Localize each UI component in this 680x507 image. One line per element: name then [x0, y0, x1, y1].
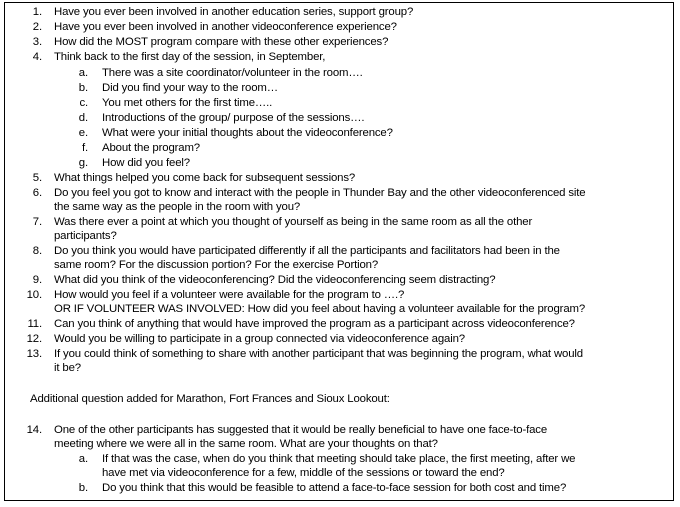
question-text-continued: same room? For the discussion portion? For the exercise Portion? — [54, 259, 379, 271]
question-number: 9. — [32, 274, 42, 286]
sub-question-text: Did you find your way to the room… — [102, 82, 278, 94]
question-number: 1. — [32, 6, 42, 18]
sub-question-text: About the program? — [102, 142, 200, 154]
question-text: What things helped you come back for subsequent sessions? — [54, 172, 356, 184]
question-number: 11. — [27, 318, 42, 330]
question-text: Think back to the first day of the session, in September, — [54, 51, 326, 63]
question-text-continued: OR IF VOLUNTEER WAS INVOLVED: How did you feel about having a volunteer available for the program? — [54, 303, 586, 315]
question-number: 10. — [26, 289, 42, 301]
sub-question-text: There was a site coordinator/volunteer in the room…. — [102, 67, 363, 79]
sub-question-text: If that was the case, when do you think that meeting should take place, the first meeting, after we — [102, 453, 576, 465]
question-number: 4. — [32, 51, 42, 63]
question-text-continued: participants? — [54, 230, 117, 242]
question-text: Have you ever been involved in another videoconference experience? — [54, 21, 397, 33]
sub-letter: c. — [79, 97, 88, 109]
sub-letter: a. — [78, 67, 88, 79]
question-number: 13. — [26, 348, 42, 360]
question-text: How did the MOST program compare with these other experiences? — [54, 36, 389, 48]
question-number: 7. — [32, 216, 42, 228]
question-text: Can you think of anything that would have improved the program as a participant across videoconference? — [54, 318, 575, 330]
sub-letter: e. — [78, 127, 88, 139]
sub-question-text: You met others for the first time….. — [102, 97, 273, 109]
question-number: 5. — [32, 172, 42, 184]
question-number: 6. — [32, 187, 42, 199]
question-number: 12. — [26, 333, 42, 345]
question-number: 8. — [32, 245, 42, 257]
sub-letter: b. — [78, 482, 88, 494]
question-text: Do you think you would have participated differently if all the participants and facilitators had been in the — [54, 245, 560, 257]
question-text: Was there ever a point at which you thought of yourself as being in the same room as all the other — [54, 216, 533, 228]
question-text: Would you be willing to participate in a group connected via videoconference again? — [54, 333, 465, 345]
question-text: Do you feel you got to know and interact with the people in Thunder Bay and the other videoconferenced site — [54, 187, 586, 199]
sub-question-text: What were your initial thoughts about the videoconference? — [102, 127, 393, 139]
sub-letter: b. — [78, 82, 88, 94]
sub-letter: d. — [78, 112, 88, 124]
sub-question-text: Introductions of the group/ purpose of the sessions…. — [102, 112, 365, 124]
sub-letter: g. — [78, 157, 88, 169]
sub-letter: f. — [81, 142, 88, 154]
question-text: How would you feel if a volunteer were available for the program to ….? — [54, 289, 405, 301]
question-text: What did you think of the videoconferencing? Did the videoconferencing seem distracting? — [54, 274, 496, 286]
sub-question-text-continued: have met via videoconference for a few, middle of the sessions or toward the end? — [102, 467, 505, 479]
sub-letter: a. — [78, 453, 88, 465]
question-text: Have you ever been involved in another education series, support group? — [54, 6, 414, 18]
question-text: One of the other participants has suggested that it would be really beneficial to have one face-to-face — [54, 424, 548, 436]
sub-question-text: How did you feel? — [102, 157, 190, 169]
question-text: If you could think of something to share with another participant that was beginning the program, what would — [54, 348, 583, 360]
question-text-continued: it be? — [54, 362, 81, 374]
sub-question-text: Do you think that this would be feasible to attend a face-to-face session for both cost and time? — [102, 482, 567, 494]
question-number: 14. — [26, 424, 42, 436]
additional-question-heading: Additional question added for Marathon, Fort Frances and Sioux Lookout: — [30, 393, 390, 405]
question-text-continued: meeting where we were all in the same room. What are your thoughts on that? — [54, 438, 438, 450]
question-number: 3. — [32, 36, 42, 48]
question-number: 2. — [32, 21, 42, 33]
question-text-continued: the same way as the people in the room with you? — [54, 201, 301, 213]
